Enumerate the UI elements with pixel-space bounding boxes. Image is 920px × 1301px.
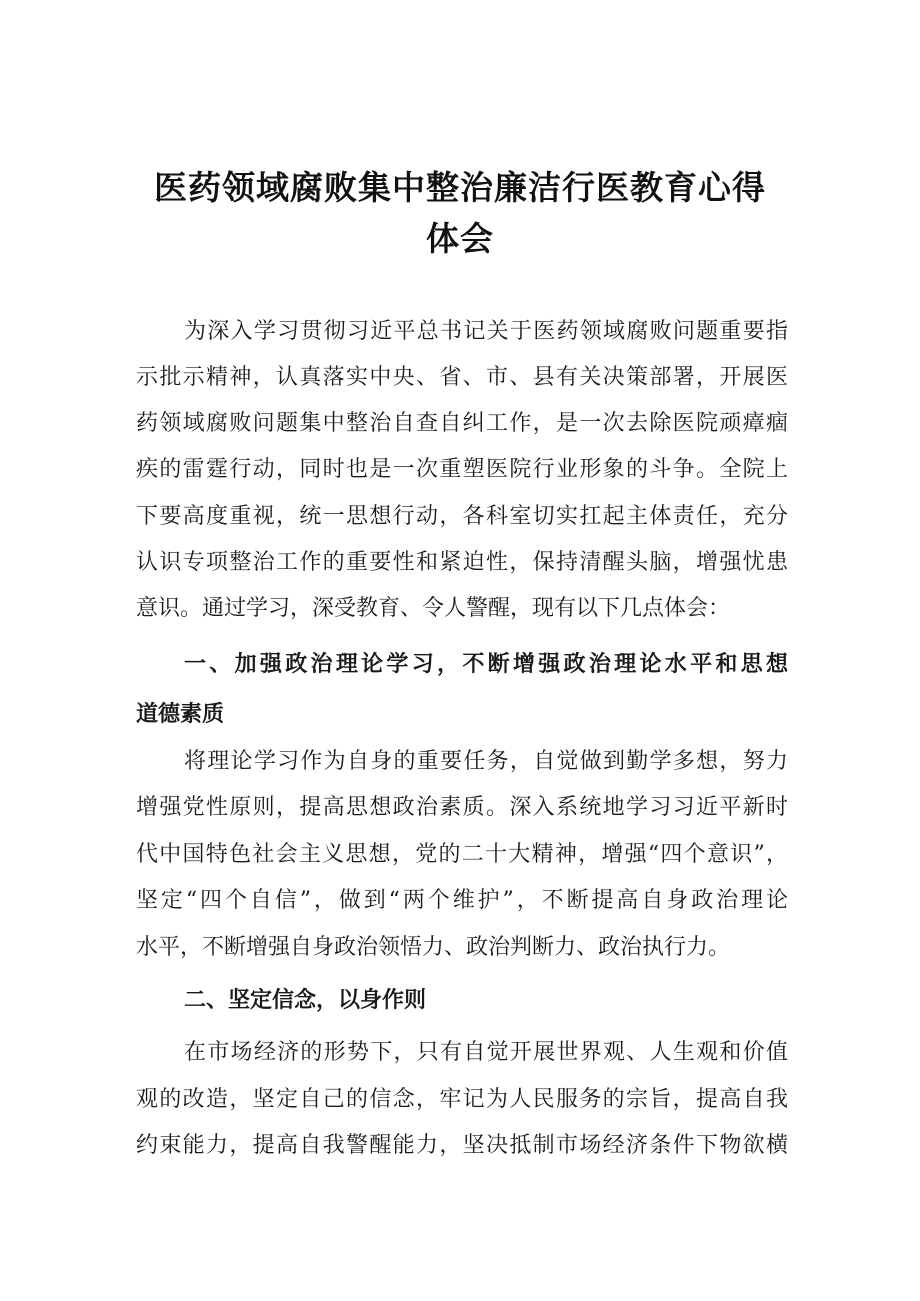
paragraph-line: 增强党性原则，提高思想政治素质。深入系统地学习习近平新时 — [136, 795, 788, 820]
paragraph-line: 示批示精神，认真落实中央、省、市、县有关决策部署，开展医 — [136, 365, 788, 390]
paragraph-line: 坚定“四个自信”，做到“两个维护”，不断提高自身政治理论 — [136, 888, 788, 913]
paragraph-line: 认识专项整治工作的重要性和紧迫性，保持清醒头脑，增强忧患 — [136, 550, 788, 575]
heading-line: 一、加强政治理论学习，不断增强政治理论水平和思想 — [184, 652, 788, 677]
paragraph-line: 意识。通过学习，深受教育、令人警醒，现有以下几点体会： — [136, 596, 731, 621]
paragraph-line: 代中国特色社会主义思想，党的二十大精神，增强“四个意识”， — [136, 842, 788, 867]
paragraph-line: 水平，不断增强自身政治领悟力、政治判断力、政治执行力。 — [136, 935, 731, 960]
document-title-line-1: 医药领域腐败集中整治廉洁行医教育心得 — [154, 168, 766, 207]
heading-line: 二、坚定信念，以身作则 — [184, 988, 427, 1013]
paragraph-line: 在市场经济的形势下，只有自觉开展世界观、人生观和价值 — [184, 1040, 788, 1065]
paragraph-line: 约束能力，提高自我警醒能力，坚决抵制市场经济条件下物欲横 — [136, 1133, 788, 1158]
heading-line: 道德素质 — [136, 702, 225, 727]
paragraph-line: 观的改造，坚定自己的信念，牢记为人民服务的宗旨，提高自我 — [136, 1087, 788, 1112]
paragraph-line: 下要高度重视，统一思想行动，各科室切实扛起主体责任，充分 — [136, 504, 788, 529]
paragraph-line: 药领域腐败问题集中整治自查自纠工作，是一次去除医院顽瘴痼 — [136, 411, 788, 436]
document-title-line-2: 体会 — [426, 219, 494, 258]
paragraph-line: 将理论学习作为自身的重要任务，自觉做到勤学多想，努力 — [184, 749, 788, 774]
paragraph-line: 疾的雷霆行动，同时也是一次重塑医院行业形象的斗争。全院上 — [136, 457, 788, 482]
paragraph-line: 为深入学习贯彻习近平总书记关于医药领域腐败问题重要指 — [184, 319, 788, 344]
